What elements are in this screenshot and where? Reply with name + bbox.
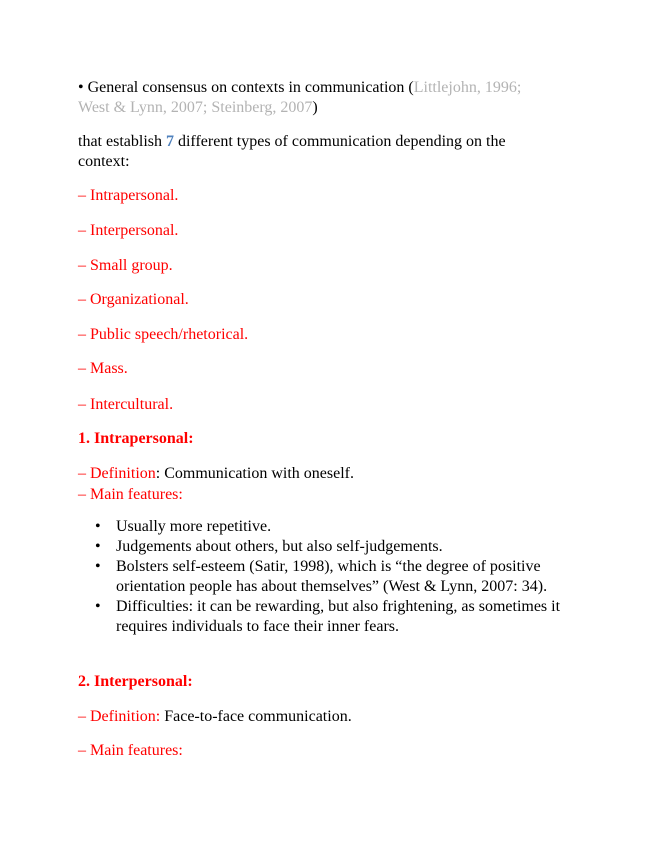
section-2-definition xyxy=(78,707,598,727)
section-1-heading: 1. Intrapersonal: xyxy=(78,430,194,447)
type-item-small-group: – Small group. xyxy=(78,257,173,274)
section-1-definition xyxy=(78,464,598,484)
open-paren: ( xyxy=(408,79,414,96)
feature-text: Bolsters self-esteem (Satir, 1998), which is “the degree of positive orientation people has about themselves” (West & Lynn, 2007: 34). xyxy=(116,558,548,595)
list-item xyxy=(78,597,598,637)
section-2-heading: 2. Interpersonal: xyxy=(78,673,193,690)
intro-bullet: • xyxy=(78,79,84,96)
section-1-features-list xyxy=(78,517,598,637)
definition-label: – Definition xyxy=(78,465,156,482)
bullet-glyph: • xyxy=(95,558,101,575)
list-item xyxy=(78,557,598,597)
establish-before: that establish xyxy=(78,133,162,150)
type-count: 7 xyxy=(165,133,174,150)
citation-line-2: West & Lynn, 2007; Steinberg, 2007 xyxy=(78,99,313,116)
feature-text: Judgements about others, but also self-judgements. xyxy=(116,538,443,555)
section-2-features-label: – Main features: xyxy=(78,742,183,759)
bullet-glyph: • xyxy=(95,598,101,615)
bullet-glyph: • xyxy=(95,518,101,535)
list-item xyxy=(78,537,598,557)
type-item-interpersonal: – Interpersonal. xyxy=(78,222,179,239)
section-1-features-label: – Main features: xyxy=(78,486,183,503)
type-item-intercultural: – Intercultural. xyxy=(78,396,174,413)
citation-line-1: Littlejohn, 1996; xyxy=(413,79,522,96)
definition-text: : Communication with oneself. xyxy=(155,465,354,482)
definition-label: – Definition: xyxy=(78,708,161,725)
type-item-public-speech: – Public speech/rhetorical. xyxy=(78,326,249,343)
close-paren: ) xyxy=(312,99,318,116)
establish-line-2: context: xyxy=(78,153,130,170)
intro-line-1 xyxy=(78,78,598,98)
type-item-organizational: – Organizational. xyxy=(78,291,189,308)
type-item-intrapersonal: – Intrapersonal. xyxy=(78,187,179,204)
type-item-mass: – Mass. xyxy=(78,360,128,377)
establish-line-1 xyxy=(78,132,598,152)
definition-text: Face-to-face communication. xyxy=(160,708,352,725)
intro-lead: General consensus on contexts in communication xyxy=(87,79,405,96)
intro-line-2 xyxy=(78,98,598,118)
establish-after: different types of communication depending on the xyxy=(177,133,506,150)
list-item xyxy=(78,517,598,537)
feature-text: Difficulties: it can be rewarding, but also frightening, as sometimes it requires individuals to face their inner fears. xyxy=(116,598,561,635)
bullet-glyph: • xyxy=(95,538,101,555)
feature-text: Usually more repetitive. xyxy=(116,518,272,535)
